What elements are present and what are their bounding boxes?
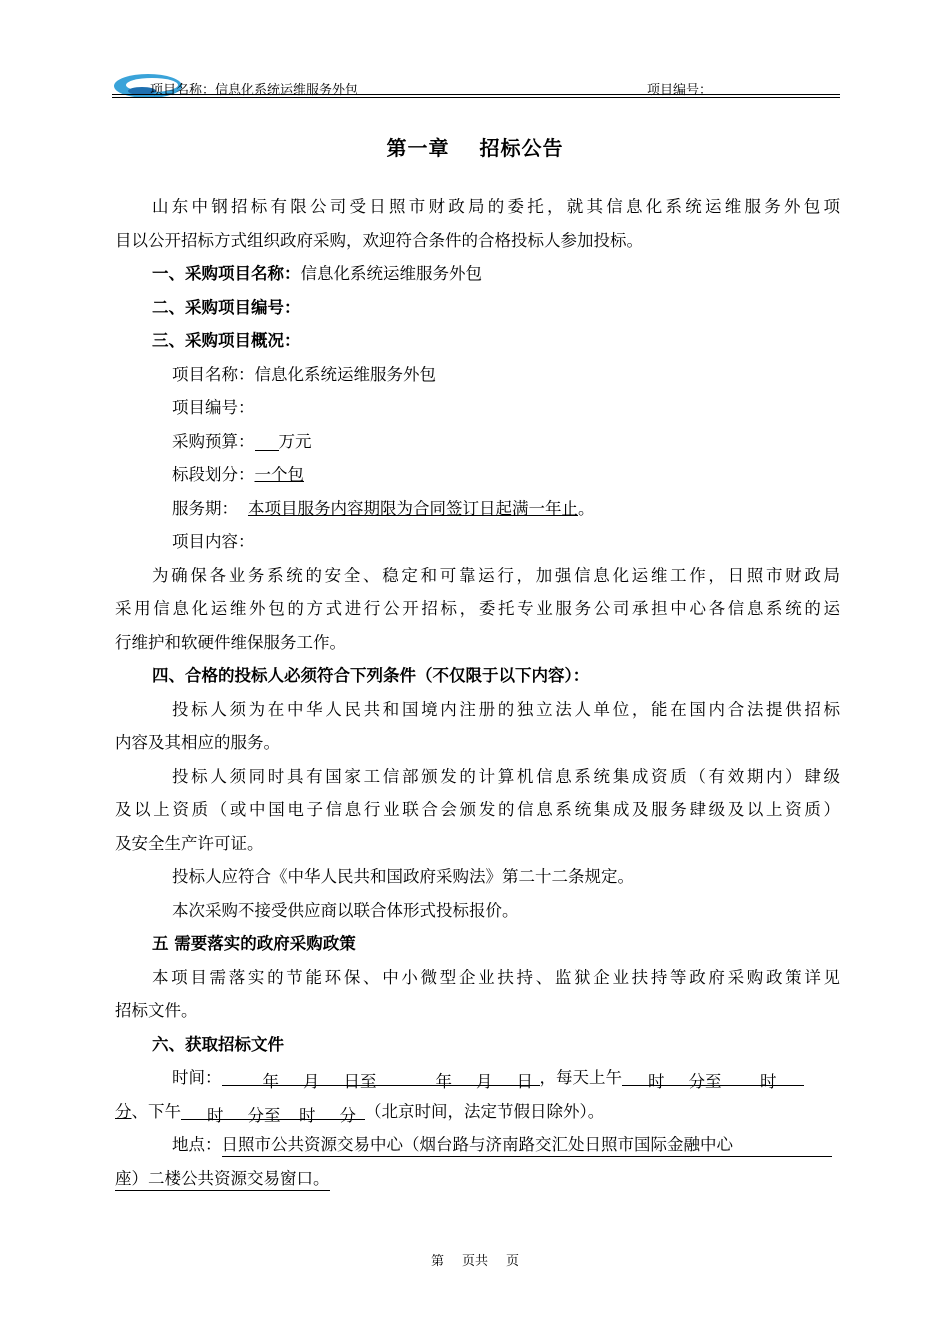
policy-line-2: 招标文件。 xyxy=(115,1001,198,1020)
section-6-label: 六、获取招标文件 xyxy=(152,1034,284,1054)
section-1 xyxy=(115,257,840,291)
section-1-label: 一、采购项目名称： xyxy=(152,264,301,283)
overview-budget: 采购预算： 万元 xyxy=(172,431,312,451)
section-2 xyxy=(115,291,840,325)
place-value-1: 日照市公共资源交易中心（烟台路与济南路交汇处日照市国际金融中心 xyxy=(222,1134,832,1157)
header-project-name: 项目名称：信息化系统运维服务外包 xyxy=(150,83,359,98)
overview-content-label: 项目内容： xyxy=(172,532,255,551)
am-end-hour: 时 xyxy=(714,1065,804,1086)
section-4-label: 四、合格的投标人必须符合下列条件（不仅限于以下内容）： xyxy=(152,666,590,685)
overview-no: 项目编号： xyxy=(172,398,255,417)
overview-lot: 标段划分：一个包 xyxy=(172,465,304,484)
content-line-1: 为确保各业务系统的安全、稳定和可靠运行，加强信息化运维工作，日照市财政局 xyxy=(152,565,840,585)
overview-period: 服务期： 本项目服务内容期限为合同签订日起满一年止。 xyxy=(172,498,595,518)
intro-line-1: 山东中钢招标有限公司受日照市财政局的委托，就其信息化系统运维服务外包项 xyxy=(152,197,840,216)
section-5-label: 五 需要落实的政府采购政策 xyxy=(152,934,356,953)
qual-2-line-2: 及以上资质（或中国电子信息行业联合会颁发的信息系统集成及服务肆级及以上资质） xyxy=(115,800,840,819)
content-line-3: 行维护和软硬件维保服务工作。 xyxy=(115,632,346,652)
lot-value: 一个包 xyxy=(254,465,304,484)
period-value: 本项目服务内容期限为合同签订日起满一年止 xyxy=(248,498,578,518)
qual-1-line-1: 投标人须为在中华人民共和国境内注册的独立法人单位，能在国内合法提供招标 xyxy=(172,699,840,719)
obtain-time-line-1: 时间： 年 月 日至 年 月 日 ，每天上午 时 分至 时 xyxy=(115,1061,840,1095)
intro-line-2: 目以公开招标方式组织政府采购，欢迎符合条件的合格投标人参加投标。 xyxy=(115,230,643,250)
am-start-time: 时 分至 xyxy=(622,1065,714,1086)
qual-1-line-2: 内容及其相应的服务。 xyxy=(115,733,280,752)
section-3 xyxy=(115,324,840,358)
budget-blank xyxy=(255,430,279,451)
obtain-place-line-1: 地点：日照市公共资源交易中心（烟台路与济南路交汇处日照市国际金融中心 xyxy=(115,1128,840,1162)
obtain-place-line-2 xyxy=(115,1162,840,1196)
page-header xyxy=(112,60,840,100)
qual-2-line-1: 投标人须同时具有国家工信部颁发的计算机信息系统集成资质（有效期内）肆级 xyxy=(172,766,840,786)
pm-start-time: 时 分至 xyxy=(181,1099,275,1120)
obtain-time-line-2: 分、下午 时 分至 时 分 （北京时间，法定节假日除外）。 xyxy=(115,1095,840,1129)
header-rule-thin xyxy=(112,97,840,98)
content-line-2: 采用信息化运维外包的方式进行公开招标，委托专业服务公司承担中心各信息系统的运 xyxy=(115,599,840,618)
overview-name: 项目名称：信息化系统运维服务外包 xyxy=(172,364,436,384)
header-project-no: 项目编号： xyxy=(647,83,713,98)
chapter-title: 招标公告 xyxy=(479,136,564,160)
page-title xyxy=(0,132,950,161)
header-rule xyxy=(112,94,840,95)
document-body xyxy=(115,190,840,1195)
qual-3: 投标人应符合《中华人民共和国政府采购法》第二十二条规定。 xyxy=(172,867,634,886)
section-2-label: 二、采购项目编号： xyxy=(152,297,301,317)
place-value-2: 座）二楼公共资源交易窗口。 xyxy=(115,1168,330,1191)
section-3-label: 三、采购项目概况： xyxy=(152,331,301,350)
section-4 xyxy=(115,659,840,693)
policy-line-1: 本项目需落实的节能环保、中小微型企业扶持、监狱企业扶持等政府采购政策详见 xyxy=(152,967,840,987)
qual-4: 本次采购不接受供应商以联合体形式投标报价。 xyxy=(172,900,519,920)
time-end-date: 年 月 日 xyxy=(392,1065,540,1086)
page-footer: 第 页共 页 xyxy=(430,1254,520,1269)
time-start-date: 年 月 日至 xyxy=(222,1065,392,1086)
chapter-number: 第一章 xyxy=(386,136,450,160)
section-6 xyxy=(115,1028,840,1062)
qual-2-line-3: 及安全生产许可证。 xyxy=(115,833,264,853)
pm-end-time: 时 分 xyxy=(275,1099,365,1120)
section-1-value: 信息化系统运维服务外包 xyxy=(300,264,482,283)
section-5 xyxy=(115,927,840,961)
